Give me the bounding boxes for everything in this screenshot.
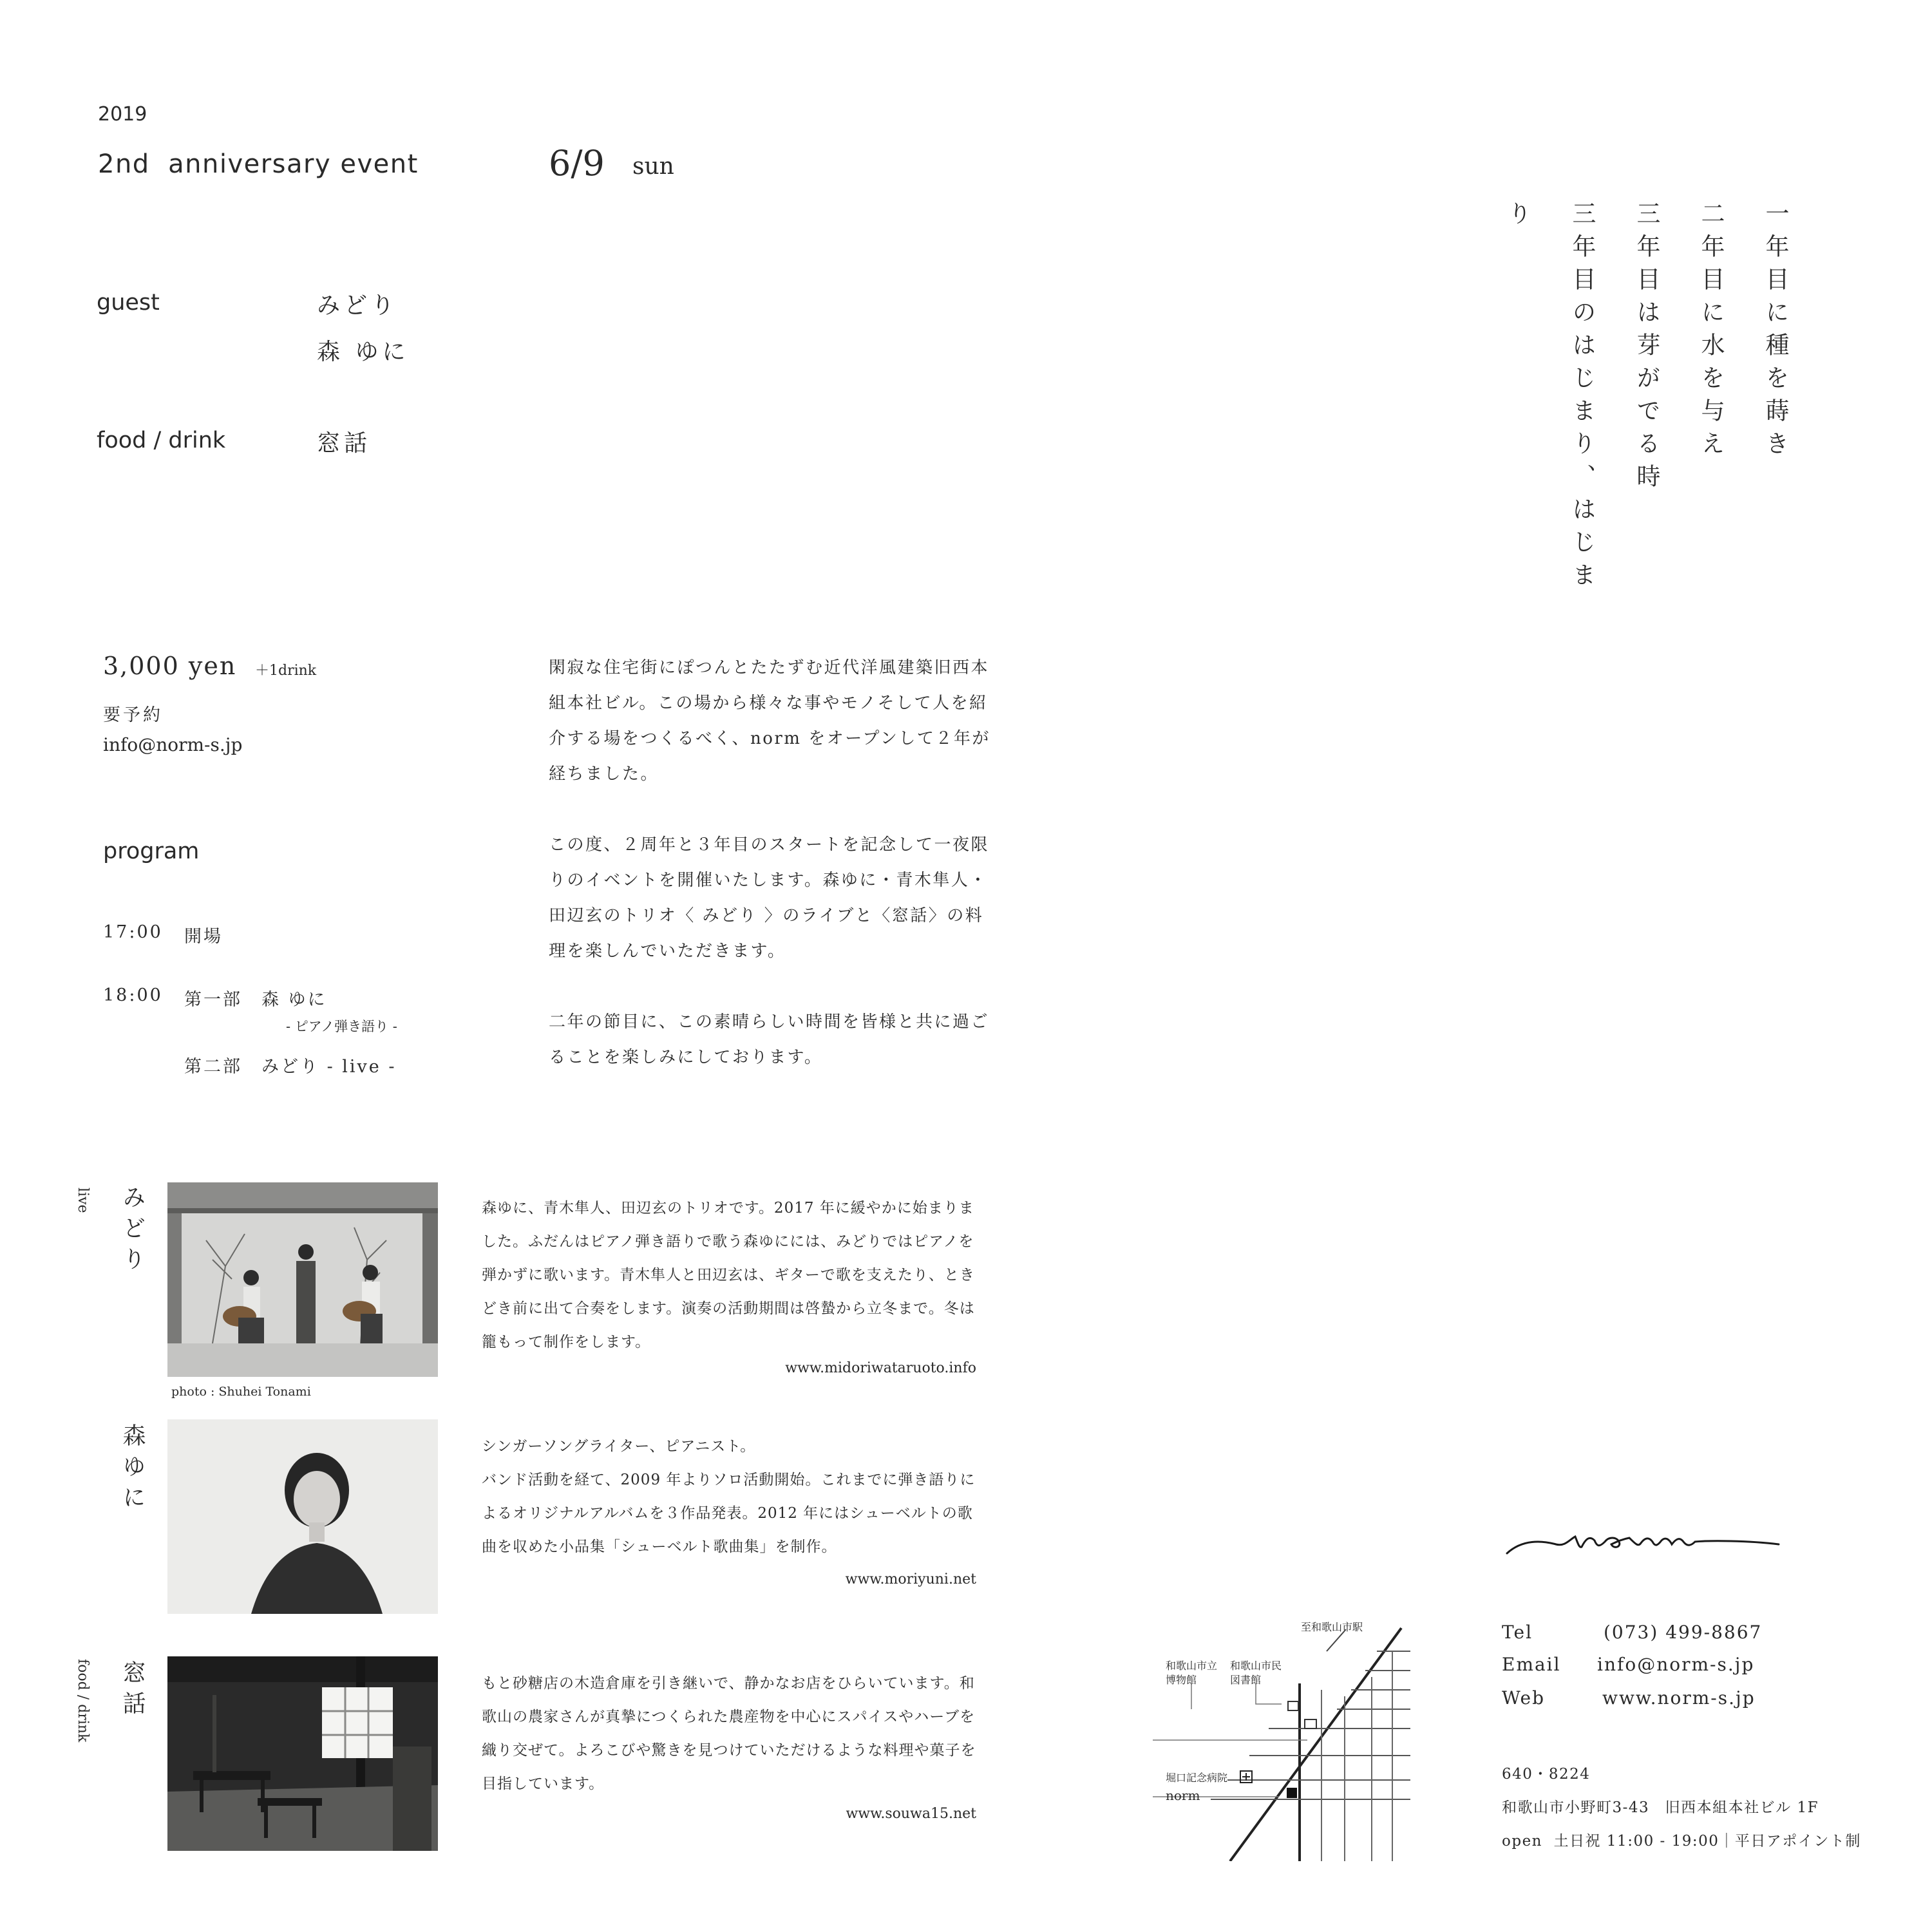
poem-line: 三年目は芽がでる時 [1633,201,1660,497]
web-label: Web [1502,1687,1545,1709]
food-drink-label: food / drink [97,428,226,453]
map-hospital-label: 堀口記念病院 [1166,1772,1228,1784]
midori-description: 森ゆに、青木隼人、田辺玄のトリオです。2017 年に緩やかに始まりました。ふだんはピアノ弾き語りで歌う森ゆにには、みどりではピアノを弾かずに歌います。青木隼人と田辺玄は、ギターで歌を支えたり、ときどき前に出て合奏をします。演奏の活動期間は啓蟄から立冬まで。冬は籠もって制作をします。 [482,1200,975,1350]
food-section-label: food / drink [75,1659,91,1743]
photo-credit: photo : Shuhei Tonami [171,1385,311,1399]
vertical-poem [1485,201,1807,613]
midori-photo [167,1182,438,1377]
web-link[interactable]: www.norm-s.jp [1602,1687,1756,1709]
price-extra: ＋1drink [255,663,317,679]
intro-paragraph: この度、２周年と３年目のスタートを記念して一夜限りのイベントを開催いたします。森ゆに・青木隼人・田辺玄のトリオ〈 みどり 〉のライブと〈窓話〉の料理を楽しんでいただきます。 [549,835,990,961]
map-museum-label: 和歌山市立 博物館 [1166,1660,1218,1686]
moriyuni-name: 森ゆに [119,1423,146,1516]
poem-line: 二年目に水を与え [1697,201,1725,464]
souwa-name: 窓話 [119,1660,146,1722]
program-item-subtitle: - ピアノ弾き語り - [286,1019,397,1034]
opening-hours: open 土日祝 11:00 - 19:00｜平日アポイント制 [1502,1833,1861,1850]
program-time: 17:00 [103,922,163,942]
souwa-url-link[interactable]: www.souwa15.net [846,1806,976,1822]
price: 3,000 yen [103,652,237,680]
moriyuni-description-line: シンガーソングライター、ピアニスト。 [482,1438,756,1455]
midori-name: みどり [119,1185,146,1278]
tel-label: Tel [1502,1622,1533,1643]
event-year: 2019 [98,103,147,126]
poem-line: 一年目に種を蒔き [1761,201,1789,464]
moriyuni-url-link[interactable]: www.moriyuni.net [845,1571,976,1587]
reservation-note: 要予約 [103,705,163,725]
souwa-description: もと砂糖店の木造倉庫を引き継いで、静かなお店をひらいています。和歌山の農家さんが真摯につくられた農産物を中心にスパイスやハーブを織り交ぜて。よろこびや驚きを見つけていただけるような料理や菓子を目指しています。 [482,1675,976,1792]
live-section-label: live [75,1188,91,1213]
program-time: 18:00 [103,985,163,1005]
event-date: 6/9 [549,143,605,184]
moriyuni-photo [167,1419,438,1614]
moriyuni-description-line: バンド活動を経て、2009 年よりソロ活動開始。これまでに弾き語りによるオリジナルアルバムを３作品発表。2012 年にはシューベルトの歌曲を収めた小品集「シューベルト歌曲集」を制作。 [482,1472,976,1555]
norm-logo [1503,1513,1786,1571]
program-label: program [103,838,200,864]
intro-text [549,650,993,1111]
moriyuni-description [482,1430,978,1564]
guest-name: みどり [317,292,399,319]
program-item: 第二部 みどり - live - [184,1057,397,1077]
map-norm-label: norm [1166,1788,1200,1803]
program-item: 開場 [184,927,223,947]
program-item: 第一部 森 ゆに [184,990,327,1010]
email-label: Email [1502,1654,1561,1675]
guest-label: guest [97,290,160,316]
access-map [1153,1606,1410,1861]
tel-link[interactable]: (073) 499-8867 [1604,1622,1763,1643]
postal-code: 640・8224 [1502,1766,1591,1783]
map-library-label: 和歌山市民 図書館 [1230,1660,1282,1686]
event-day: sun [632,153,674,180]
poem-line: 三年目のはじまり、はじまり [1504,201,1596,595]
map-station-label: 至和歌山市駅 [1301,1621,1363,1633]
address: 和歌山市小野町3-43 旧西本組本社ビル 1F [1502,1799,1819,1816]
midori-url-link[interactable]: www.midoriwataruoto.info [785,1360,976,1376]
reservation-email-link[interactable]: info@norm-s.jp [103,734,243,755]
intro-paragraph: 二年の節目に、この素晴らしい時間を皆様と共に過ごることを楽しみにしております。 [549,1012,990,1067]
guest-name: 森 ゆに [317,339,410,365]
intro-paragraph: 閑寂な住宅街にぽつんとたたずむ近代洋風建築旧西本組本社ビル。この場から様々な事やモノそして人を紹介する場をつくるべく、norm をオープンして２年が経ちました。 [549,658,990,784]
souwa-photo [167,1656,438,1851]
event-title: 2nd anniversary event [98,149,419,179]
email-link[interactable]: info@norm-s.jp [1597,1654,1755,1675]
food-drink-name: 窓話 [317,430,372,457]
